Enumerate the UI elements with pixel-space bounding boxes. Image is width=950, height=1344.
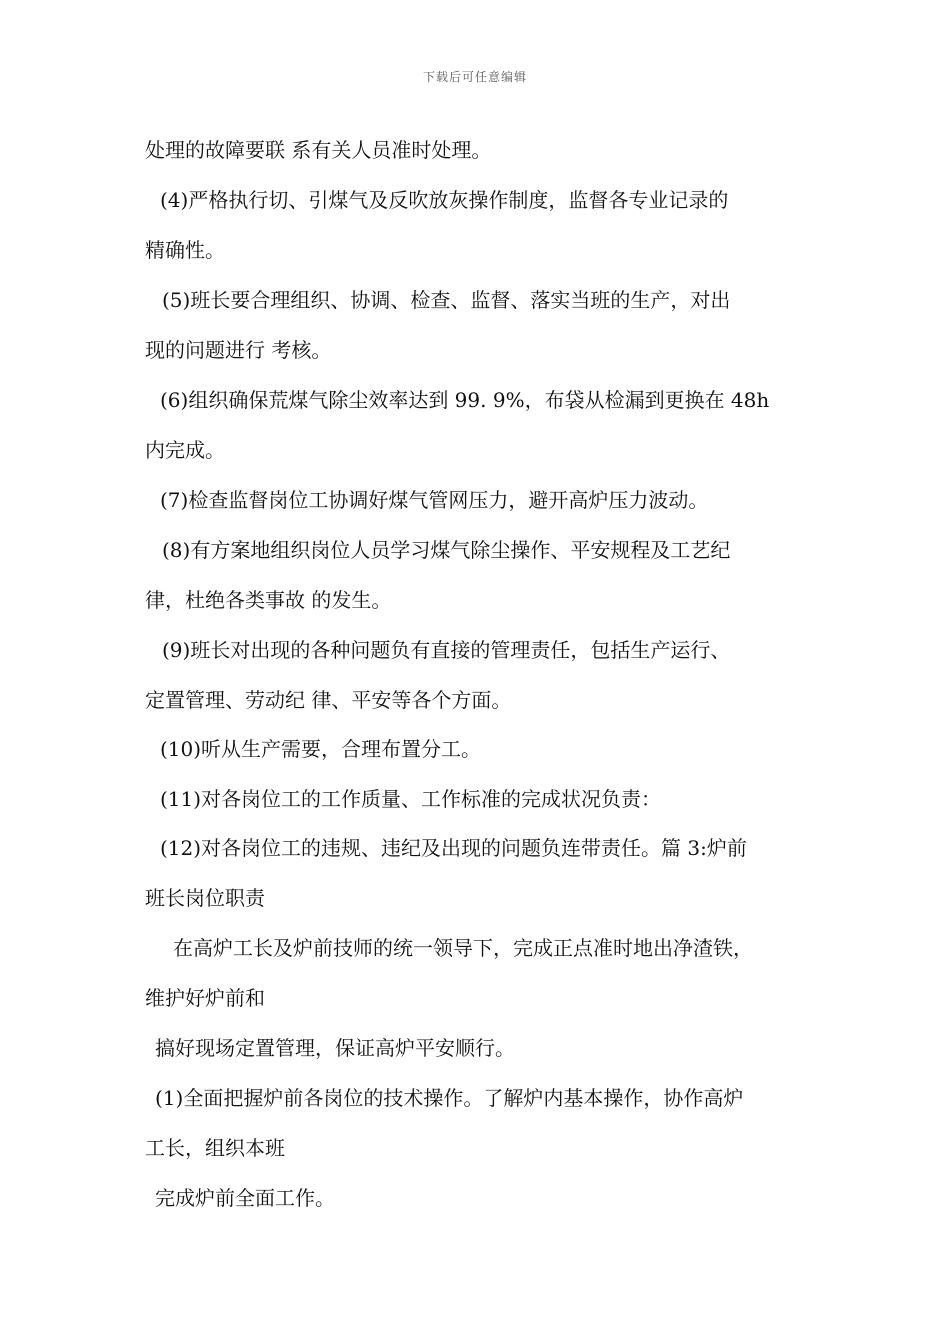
text-line: (6)组织确保荒煤气除尘效率达到 99. 9%，布袋从检漏到更换在 48h — [160, 388, 770, 412]
page-header: 下载后可任意编辑 — [422, 70, 527, 84]
text-line: 工长，组织本班 — [145, 1136, 285, 1160]
text-line: 在高炉工长及炉前技师的统一领导下，完成正点准时地出净渣铁， — [173, 936, 753, 960]
text-line: (9)班长对出现的各种问题负有直接的管理责任，包括生产运行、 — [162, 638, 731, 662]
text-line: (12)对各岗位工的违规、违纪及出现的问题负连带责任。篇 3:炉前 — [160, 836, 747, 860]
text-line: (1)全面把握炉前各岗位的技术操作。了解炉内基本操作，协作高炉 — [155, 1086, 744, 1110]
text-line: (7)检查监督岗位工协调好煤气管网压力，避开高炉压力波动。 — [160, 488, 709, 512]
text-line: 班长岗位职责 — [145, 886, 265, 910]
text-line: (4)严格执行切、引煤气及反吹放灰操作制度，监督各专业记录的 — [160, 188, 729, 212]
text-line: 维护好炉前和 — [145, 986, 265, 1010]
text-line: (11)对各岗位工的工作质量、工作标准的完成状况负责： — [160, 787, 662, 811]
text-line: 精确性。 — [145, 238, 225, 262]
text-line: 定置管理、劳动纪 律、平安等各个方面。 — [145, 688, 512, 712]
text-line: (10)听从生产需要，合理布置分工。 — [160, 737, 482, 761]
text-line: 完成炉前全面工作。 — [155, 1186, 335, 1210]
text-line: 搞好现场定置管理，保证高炉平安顺行。 — [155, 1036, 515, 1060]
text-line: 现的问题进行 考核。 — [145, 338, 332, 362]
text-line: 处理的故障要联 系有关人员准时处理。 — [145, 138, 492, 162]
text-line: 内完成。 — [145, 438, 225, 462]
text-line: (8)有方案地组织岗位人员学习煤气除尘操作、平安规程及工艺纪 — [162, 538, 731, 562]
text-line: (5)班长要合理组织、协调、检查、监督、落实当班的生产，对出 — [162, 288, 731, 312]
text-line: 律，杜绝各类事故 的发生。 — [145, 588, 392, 612]
